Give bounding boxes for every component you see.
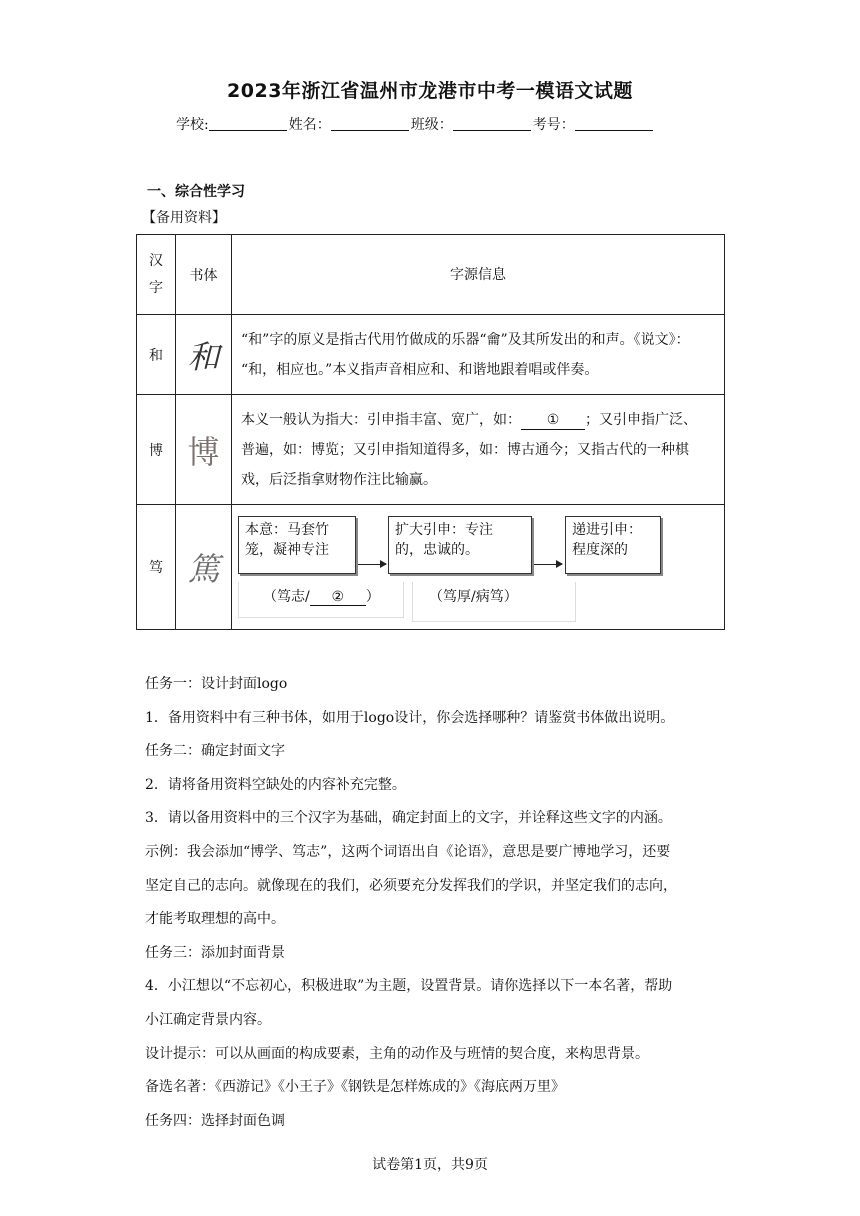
school-blank (209, 116, 287, 131)
section-title: 一、综合性学习 (147, 184, 245, 200)
question-line: 1．备用资料中有三种书体，如用于logo设计，你会选择哪种？请鉴赏书体做出说明。 (145, 709, 675, 726)
question-line: 4．小江想以“不忘初心，积极进取”为主题，设置背景。请你选择以下一本名著，帮助 (145, 978, 673, 995)
task-line: 任务三：添加封面背景 (145, 944, 285, 961)
flow-example-2: （笃厚/病笃） (412, 582, 576, 622)
row-info-line: “和，相应也。”本义指声音相应和、和谐地跟着唱或伴奏。 (241, 361, 599, 378)
header-char-a: 汉 (149, 252, 163, 269)
flow-box-text: 递进引申： (572, 522, 642, 538)
flow-box-original (238, 516, 356, 574)
flow-box-progressive (565, 516, 661, 574)
table-header-row (137, 235, 725, 315)
flow-box-text: 的，忠诚的。 (395, 542, 479, 558)
flow-box-text: 本意：马套竹 (245, 522, 329, 538)
example-line: 才能考取理想的高中。 (145, 911, 285, 928)
flow-example-1 (238, 582, 404, 618)
arrow-right-icon (358, 564, 386, 565)
flow-box-extended (388, 516, 532, 574)
arrow-right-icon (534, 564, 562, 565)
calligraphy-he-glyph: 和 (187, 337, 220, 376)
row-info-line: 戏，后泛指拿财物作注比输赢。 (241, 471, 437, 488)
header-info-text: 字源信息 (450, 266, 506, 283)
flow-box-text: 程度深的 (572, 542, 628, 558)
student-info-line (176, 114, 655, 134)
calligraphy-du-image (176, 505, 232, 630)
row-char: 笃 (137, 505, 176, 630)
question-line: 3．请以备用资料中的三个汉字为基础，确定封面上的文字，并诠释这些文字的内涵。 (145, 810, 672, 827)
row-info-text: ；又引申指广泛、 (585, 411, 697, 428)
exam-title: 2023年浙江省温州市龙港市中考一模语文试题 (227, 80, 633, 102)
question-line: 小江确定背景内容。 (145, 1011, 271, 1028)
class-label: 班级： (410, 117, 453, 133)
header-info (232, 235, 725, 315)
row-char: 博 (137, 395, 176, 505)
question-line: 2．请将备用资料空缺处的内容补充完整。 (145, 776, 406, 793)
name-blank (331, 116, 409, 131)
example-line: 示例：我会添加“博学、笃志”，这两个词语出自《论语》，意思是要广博地学习，还要 (145, 843, 671, 860)
task-line: 任务四：选择封面色调 (145, 1112, 285, 1129)
task-line: 任务二：确定封面文字 (145, 743, 285, 760)
table-row-bo (137, 395, 725, 505)
fill-blank-2: ② (310, 589, 366, 606)
question-body (145, 668, 730, 1138)
hint-line: 设计提示：可以从画面的构成要素，主角的动作及与班情的契合度，来构思背景。 (145, 1045, 649, 1062)
school-label: 学校: (176, 117, 209, 133)
exam-no-label: 考号： (532, 117, 575, 133)
calligraphy-du-glyph: 篤 (187, 550, 220, 588)
example-line: 坚定自己的志向。就像现在的我们，必须要充分发挥我们的学识，并坚定我们的志向， (145, 877, 677, 894)
class-blank (453, 116, 531, 131)
table-row-du (137, 505, 725, 630)
row-char: 和 (137, 315, 176, 395)
meaning-flow-diagram (232, 506, 724, 628)
exam-no-blank (575, 116, 653, 131)
meaning-flow-cell (232, 505, 725, 630)
header-style: 书体 (176, 235, 232, 315)
table-row-he (137, 315, 725, 395)
row-info (232, 395, 725, 505)
row-info (232, 315, 725, 395)
book-options-line: 备选名著：《西游记》《小王子》《钢铁是怎样炼成的》《海底两万里》 (145, 1079, 565, 1096)
name-label: 姓名： (288, 117, 331, 133)
calligraphy-bo-glyph: 博 (187, 432, 220, 471)
page-footer: 试卷第1页，共9页 (372, 1157, 488, 1173)
row-info-line (241, 405, 715, 435)
row-info-text: 本义一般认为指大：引申指丰富、宽广，如： (241, 411, 521, 428)
flow-box-text: 扩大引申：专注 (395, 522, 493, 538)
flow-example-text: （笃志/ (263, 589, 310, 605)
flow-box-text: 笼，凝神专注 (245, 542, 329, 558)
flow-example-text: ） (365, 589, 380, 605)
header-char (137, 235, 176, 315)
material-label: 【备用资料】 (142, 210, 226, 226)
row-info-line: 普遍，如：博览；又引申指知道得多，如：博古通今；又指古代的一种棋 (241, 441, 689, 458)
header-char-b: 字 (149, 279, 163, 296)
character-source-table (136, 234, 725, 630)
calligraphy-bo-image (176, 395, 232, 505)
row-info-line: “和”字的原义是指古代用竹做成的乐器“龠”及其所发出的和声。《说文》： (241, 331, 690, 348)
calligraphy-he-image (176, 315, 232, 395)
fill-blank-1: ① (521, 411, 585, 430)
task-line: 任务一：设计封面logo (145, 676, 288, 692)
